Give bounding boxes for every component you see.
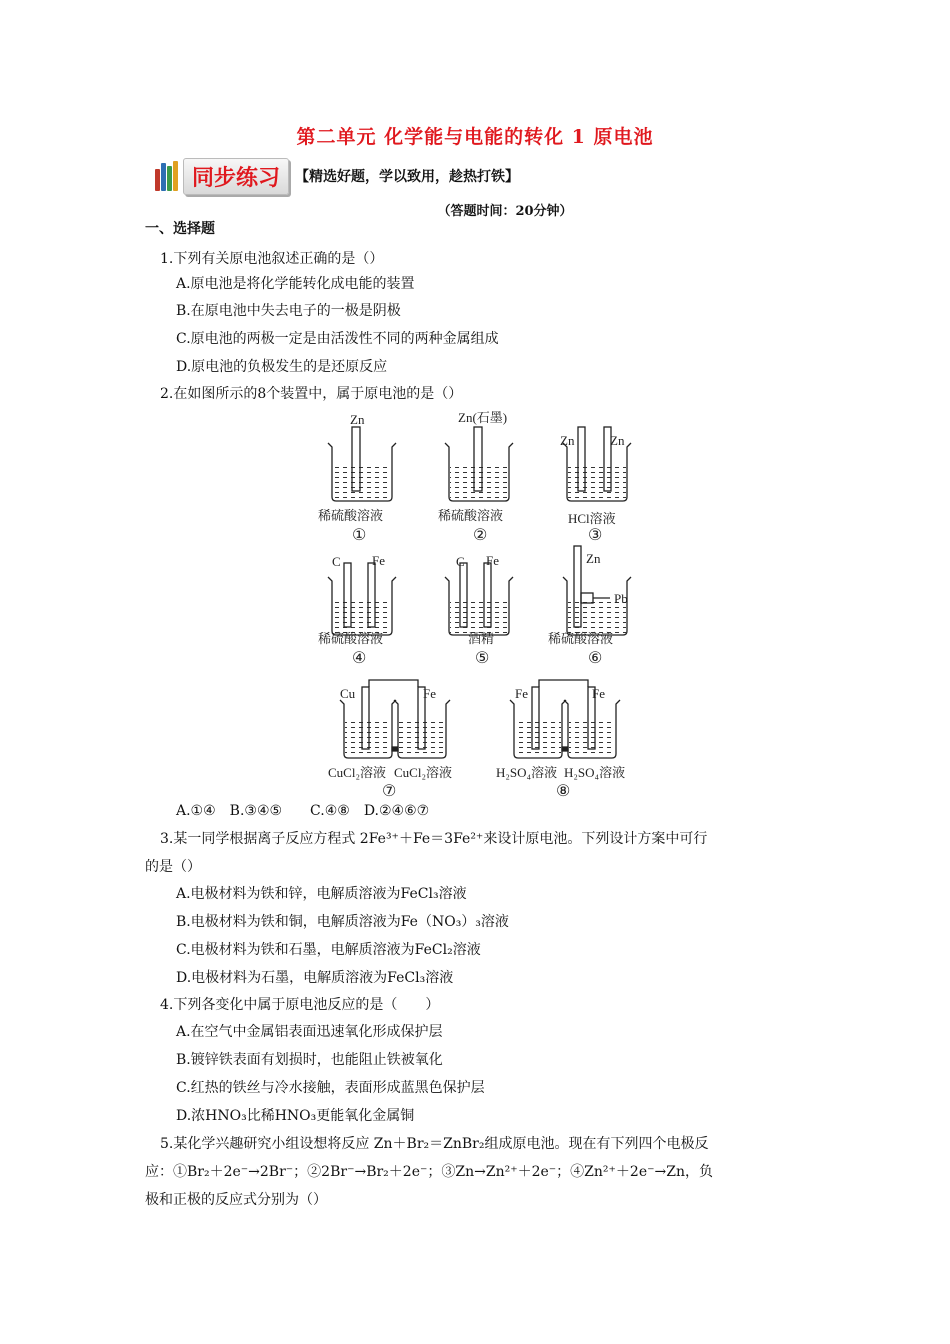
q5-stem-line2: 应：①Br₂＋2e⁻→2Br⁻；②2Br⁻→Br₂＋2e⁻；③Zn→Zn²⁺＋2e⁻；④Zn²⁺＋2e⁻→Zn，负: [145, 1164, 713, 1180]
page-title: 第二单元 化学能与电能的转化 1 原电池: [296, 126, 654, 148]
label-fe-5: Fe: [486, 553, 499, 568]
label-zn-3a: Zn: [560, 433, 575, 448]
q3-stem-line2: 的是（）: [145, 859, 201, 875]
books-icon: [155, 161, 179, 191]
number-6: ⑥: [588, 650, 603, 667]
q2-stem: 2.在如图所示的8个装置中，属于原电池的是（）: [160, 386, 463, 402]
label-h2so4-b: H₂SO₄溶液: [564, 765, 626, 780]
q3-option-a: A.电极材料为铁和锌，电解质溶液为FeCl₃溶液: [176, 886, 467, 902]
q4-option-c: C.红热的铁丝与冷水接触，表面形成蓝黑色保护层: [176, 1080, 485, 1096]
label-fe-4: Fe: [372, 553, 385, 568]
label-cucl2-a: CuCl₂溶液: [328, 765, 386, 780]
q3-stem-line1: 3.某一同学根据离子反应方程式 2Fe³⁺＋Fe＝3Fe²⁺来设计原电池。下列设计方案中可行: [160, 831, 708, 847]
q5-stem-line1: 5.某化学兴趣研究小组设想将反应 Zn＋Br₂＝ZnBr₂组成原电池。现在有下列四个电极反: [160, 1136, 709, 1152]
q1-option-d: D.原电池的负极发生的是还原反应: [176, 359, 388, 375]
label-zn-graphite: Zn(石墨): [458, 410, 508, 425]
label-dilute-6: 稀硫酸溶液: [548, 631, 614, 646]
banner-motto: 【精选好题，学以致用，趁热打铁】: [295, 169, 520, 185]
apparatus-figure: [310, 405, 650, 800]
number-1: ①: [352, 527, 367, 544]
q1-stem: 1.下列有关原电池叙述正确的是（）: [160, 251, 384, 267]
label-cu: Cu: [340, 686, 356, 701]
q3-option-c: C.电极材料为铁和石墨，电解质溶液为FeCl₂溶液: [176, 942, 481, 958]
q1-option-a: A.原电池是将化学能转化成电能的装置: [176, 276, 415, 292]
q4-option-d: D.浓HNO₃比稀HNO₃更能氧化金属铜: [176, 1108, 415, 1124]
label-cucl2-b: CuCl₂溶液: [394, 765, 452, 780]
q1-option-b: B.在原电池中失去电子的一极是阴极: [176, 303, 401, 319]
label-hcl: HCl溶液: [568, 511, 616, 526]
number-2: ②: [473, 527, 488, 544]
practice-banner: [155, 158, 519, 194]
q3-option-d: D.电极材料为石墨，电解质溶液为FeCl₃溶液: [176, 970, 454, 986]
q4-option-a: A.在空气中金属铝表面迅速氧化形成保护层: [176, 1024, 443, 1040]
label-zn-3b: Zn: [610, 433, 625, 448]
label-c-4: C: [332, 554, 341, 569]
label-fe-7: Fe: [423, 686, 436, 701]
number-7: ⑦: [382, 783, 397, 800]
number-4: ④: [352, 650, 367, 667]
label-dilute-4: 稀硫酸溶液: [318, 631, 384, 646]
number-5: ⑤: [475, 650, 490, 667]
label-dilute-1: 稀硫酸溶液: [318, 508, 384, 523]
label-fe-8a: Fe: [515, 686, 528, 701]
label-c-5: C: [456, 554, 465, 569]
q2-options: A.①④ B.③④⑤ C.④⑧ D.②④⑥⑦: [176, 803, 430, 819]
q1-option-c: C.原电池的两极一定是由活泼性不同的两种金属组成: [176, 331, 499, 347]
number-3: ③: [588, 527, 603, 544]
q4-stem: 4.下列各变化中属于原电池反应的是（ ）: [160, 997, 440, 1013]
q4-option-b: B.镀锌铁表面有划损时，也能阻止铁被氧化: [176, 1052, 443, 1068]
label-zn-6: Zn: [586, 551, 601, 566]
q5-stem-line3: 极和正极的反应式分别为（）: [145, 1192, 327, 1208]
number-8: ⑧: [556, 783, 571, 800]
label-h2so4-a: H₂SO₄溶液: [496, 765, 558, 780]
label-zn-1: Zn: [350, 412, 365, 427]
section-heading: 一、选择题: [145, 221, 215, 237]
time-note: （答题时间：20分钟）: [437, 204, 573, 219]
label-fe-8b: Fe: [592, 686, 605, 701]
q3-option-b: B.电极材料为铁和铜，电解质溶液为Fe（NO₃）₃溶液: [176, 914, 509, 930]
label-alcohol: 酒精: [468, 631, 495, 646]
label-pb: Pb: [614, 591, 628, 606]
label-dilute-2: 稀硫酸溶液: [438, 508, 504, 523]
practice-badge: 同步练习: [183, 158, 289, 195]
